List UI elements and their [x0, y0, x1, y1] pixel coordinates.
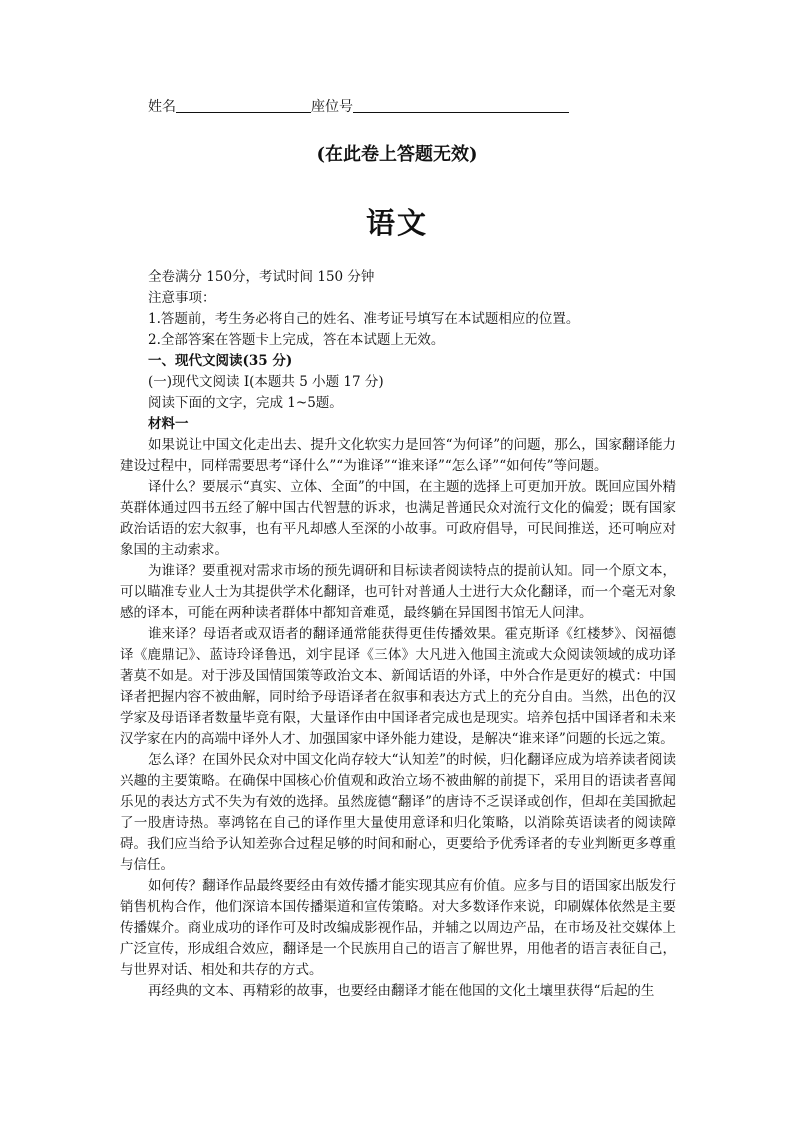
paragraph: 为谁译？要重视对需求市场的预先调研和目标读者阅读特点的提前认知。同一个原文本，可以瞄准专业人士为其提供学术化翻译，也可针对普通人士进行大众化翻译，而一个毫无对象感的译本，可能在两种读者群体中都知音难觅，最终躺在异国图书馆无人问津。 [120, 563, 676, 621]
reading-instruction: 阅读下面的文字，完成 1~5题。 [148, 395, 343, 411]
subject-title: 语文 [365, 206, 428, 240]
seat-label: 座位号 [311, 99, 353, 115]
section-heading: 一、现代文阅读(35 分) [148, 353, 293, 369]
exam-body [120, 267, 676, 1002]
note-1: 1.答题前，考生务必将自己的姓名、准考证号填写在本试题相应的位置。 [148, 311, 580, 327]
score-time-line: 全卷满分 150分，考试时间 150 分钟 [148, 269, 375, 285]
name-blank[interactable] [176, 97, 311, 113]
paragraph: 怎么译？在国外民众对中国文化尚存较大“认知差”的时候，归化翻译应成为培养读者阅读兴趣的主要策略。在确保中国核心价值观和政治立场不被曲解的前提下，采用目的语读者喜闻乐见的表达方式不失为有效的选择。虽然庞德“翻译”的唐诗不乏误译或创作，但却在美国掀起了一股唐诗热。辜鸿铭在自己的译作里大量使用意译和归化策略，以消除英语读者的阅读障碍。我们应当给予认知差弥合过程足够的时间和耐心，更要给予优秀译者的专业判断更多尊重与信任。 [120, 752, 676, 873]
material-label: 材料一 [148, 416, 189, 432]
no-answer-notice: (在此卷上答题无效) [316, 144, 478, 165]
notes-heading: 注意事项： [148, 290, 216, 306]
paragraph: 译什么？要展示“真实、立体、全面”的中国，在主题的选择上可更加开放。既回应国外精英群体通过四书五经了解中国古代智慧的诉求，也满足普通民众对流行文化的偏爱；既有国家政治话语的宏大叙事，也有平凡却感人至深的小故事。可政府倡导，可民间推送，还可响应对象国的主动索求。 [120, 479, 676, 558]
sub-section-heading: (一)现代文阅读 I(本题共 5 小题 17 分) [148, 374, 384, 390]
name-label: 姓名 [148, 99, 176, 115]
candidate-info-line [148, 97, 569, 117]
paragraph: 谁来译？母语者或双语者的翻译通常能获得更佳传播效果。霍克斯译《红楼梦》、闵福德译《鹿鼎记》、蓝诗玲译鲁迅，刘宇昆译《三体》大凡进入他国主流或大众阅读领域的成功译著莫不如是。对于涉及国情国策等政治文本、新闻话语的外译，中外合作是更好的模式：中国译者把握内容不被曲解，同时给予母语译者在叙事和表达方式上的充分自由。当然，出色的汉学家及母语译者数量毕竟有限，大量译作由中国译者完成也是现实。培养包括中国译者和未来汉学家在内的高端中译外人才、加强国家中译外能力建设，是解决“谁来译”问题的长远之策。 [120, 626, 676, 747]
paragraph: 如果说让中国文化走出去、提升文化软实力是回答“为何译”的问题，那么，国家翻译能力建设过程中，同样需要思考“译什么”“为谁译”“谁来译”“怎么译”“如何传”等问题。 [120, 437, 676, 474]
paragraph: 再经典的文本、再精彩的故事，也要经由翻译才能在他国的文化土壤里获得“后起的生 [148, 983, 655, 999]
paragraph: 如何传？翻译作品最终要经由有效传播才能实现其应有价值。应多与目的语国家出版发行销售机构合作，他们深谙本国传播渠道和宣传策略。对大多数译作来说，印刷媒体依然是主要传播媒介。商业成功的译作可及时改编成影视作品，并辅之以周边产品，在市场及社交媒体上广泛宣传，形成组合效应，翻译是一个民族用自己的语言了解世界，用他者的语言表征自己，与世界对话、相处和共存的方式。 [120, 878, 676, 978]
seat-blank[interactable] [353, 97, 569, 113]
note-2: 2.全部答案在答题卡上完成，答在本试题上无效。 [148, 332, 445, 348]
